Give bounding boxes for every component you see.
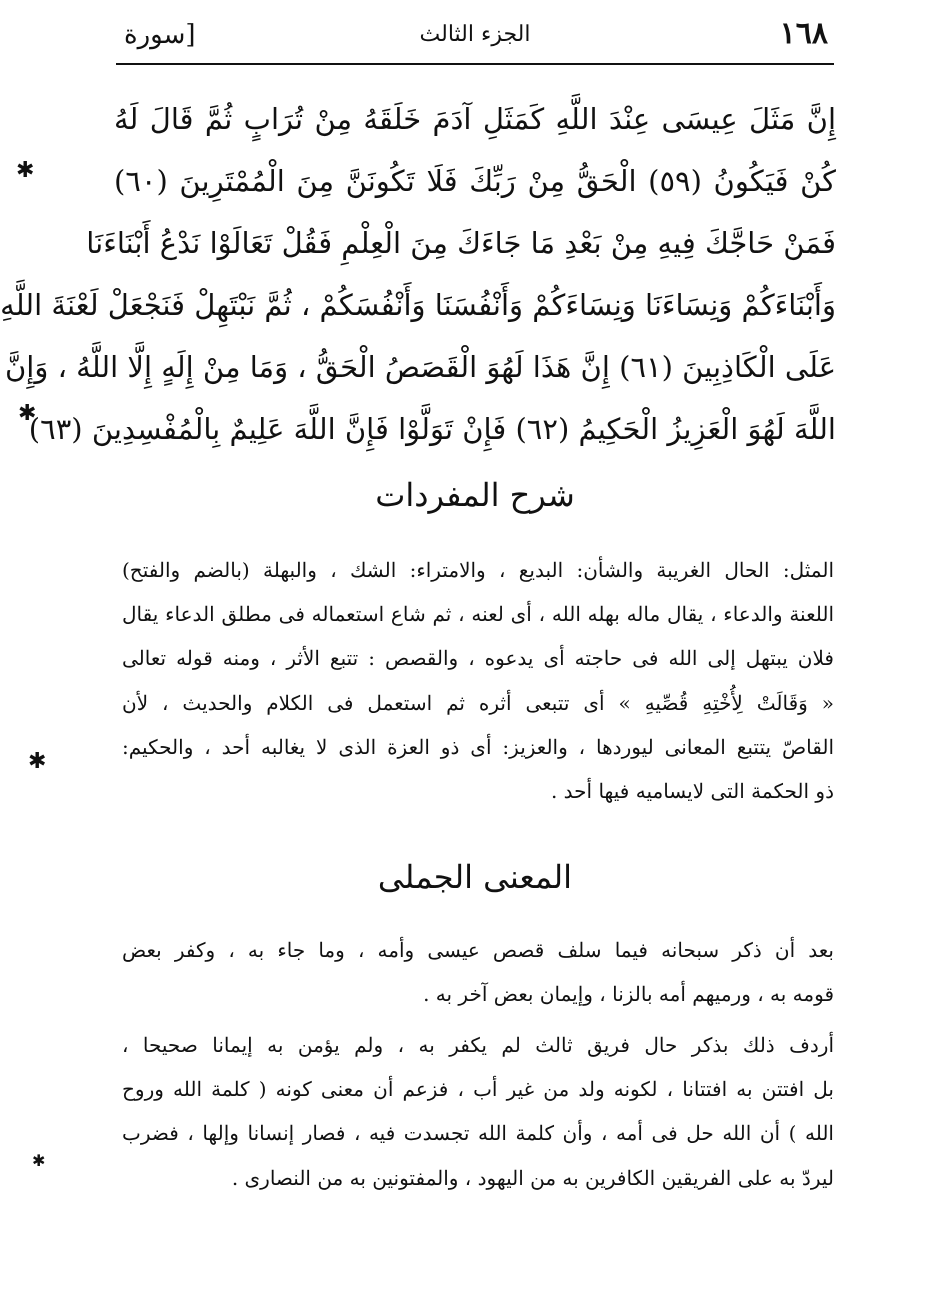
meaning-line: بعد أن ذكر سبحانه فيما سلف قصص عيسى وأمه ، وما جاء به ، وكفر بعض (122, 938, 835, 962)
margin-star-icon: ✱ (28, 749, 47, 774)
meaning-line: الله ) أن الله حل فى أمه ، وأن كلمة الله تجسدت فيه ، فصار إنسانا وإلها ، فضرب (122, 1121, 834, 1146)
verse-line: اللَّهَ لَهُوَ الْعَزِيزُ الْحَكِيمُ (٦٢) فَإِنْ تَوَلَّوْا فَإِنَّ اللَّهَ عَلِيمٌ بِالْمُفْسِدِينَ (٦٣) (28, 412, 836, 446)
verse-line: فَمَنْ حَاجَّكَ فِيهِ مِنْ بَعْدِ مَا جَاءَكَ مِنَ الْعِلْمِ فَقُلْ تَعَالَوْا نَدْعُ أَبْنَاءَنَا (86, 226, 836, 260)
meaning-paragraph-2 (122, 1023, 834, 1200)
margin-star-icon: ✱ (18, 401, 37, 426)
meaning-line: ليردّ به على الفريقين الكافرين به من اليهود ، والمفتونين به من النصارى . (231, 1165, 834, 1190)
meaning-line: قومه به ، ورميهم أمه بالزنا ، وإيمان بعض آخر به . (423, 982, 834, 1007)
meaning-line: أردف ذلك بذكر حال فريق ثالث لم يكفر به ، ولم يؤمن به إيمانا صحيحا ، (122, 1033, 834, 1057)
verse-line: وَأَبْنَاءَكُمْ وَنِسَاءَنَا وَنِسَاءَكُمْ وَأَنْفُسَنَا وَأَنْفُسَكُمْ ، ثُمَّ نَبْتَهِلْ فَنَجْعَلْ لَعْنَةَ اللَّهِ (0, 288, 836, 322)
quran-verses (0, 88, 836, 460)
margin-star-icon: ✱ (16, 158, 35, 183)
vocab-line: فلان يبتهل إلى الله فى حاجته أى يدعوه ، والقصص : تتبع الأثر ، ومنه قوله تعالى (122, 646, 834, 671)
vocab-line: اللعنة والدعاء ، يقال ماله بهله الله ، أى لعنه ، ثم شاع استعماله فى مطلق الدعاء يقال (122, 602, 834, 627)
page-number: ١٦٨ (779, 16, 828, 51)
verse-line: إِنَّ مَثَلَ عِيسَى عِنْدَ اللَّهِ كَمَثَلِ آدَمَ خَلَقَهُ مِنْ تُرَابٍ ثُمَّ قَالَ لَهُ (114, 102, 836, 136)
page-header (114, 14, 836, 60)
header-rule (116, 63, 834, 65)
vocab-section (122, 548, 834, 813)
vocab-line: ذو الحكمة التى لايساميه فيها أحد . (550, 778, 834, 803)
surah-label: [سورة (124, 20, 196, 50)
vocab-line: القاصّ يتتبع المعانى ليوردها ، والعزيز: أى ذو العزة الذى لا يغالبه أحد ، والحكيم: (122, 734, 834, 759)
vocab-line: المثل: الحال الغريبة والشأن: البديع ، والامتراء: الشك ، والبهلة (بالضم والفتح) (122, 558, 834, 582)
vocab-heading: شرح المفردات (375, 476, 575, 514)
meaning-line: بل افتتن به افتتانا ، لكونه ولد من غير أب ، فزعم أن معنى كونه ( كلمة الله وروح (122, 1077, 834, 1102)
vocab-line: « وَقَالَتْ لِأُخْتِهِ قُصِّيهِ » أى تتبعى أثره ثم استعمل فى الكلام والحديث ، لأن (122, 690, 834, 715)
verse-line: كُنْ فَيَكُونُ (٥٩) الْحَقُّ مِنْ رَبِّكَ فَلَا تَكُونَنَّ مِنَ الْمُمْتَرِينَ (٦٠) (114, 164, 836, 198)
meaning-paragraph-1 (122, 928, 834, 1016)
margin-mark-icon: ✱ (32, 1151, 46, 1170)
juz-label: الجزء الثالث (419, 22, 531, 47)
verse-line: عَلَى الْكَاذِبِينَ (٦١) إِنَّ هَذَا لَهُوَ الْقَصَصُ الْحَقُّ ، وَمَا مِنْ إِلَهٍ إِلَّا اللَّهُ ، وَإِنَّ (5, 350, 836, 384)
meaning-heading: المعنى الجملى (377, 858, 573, 896)
